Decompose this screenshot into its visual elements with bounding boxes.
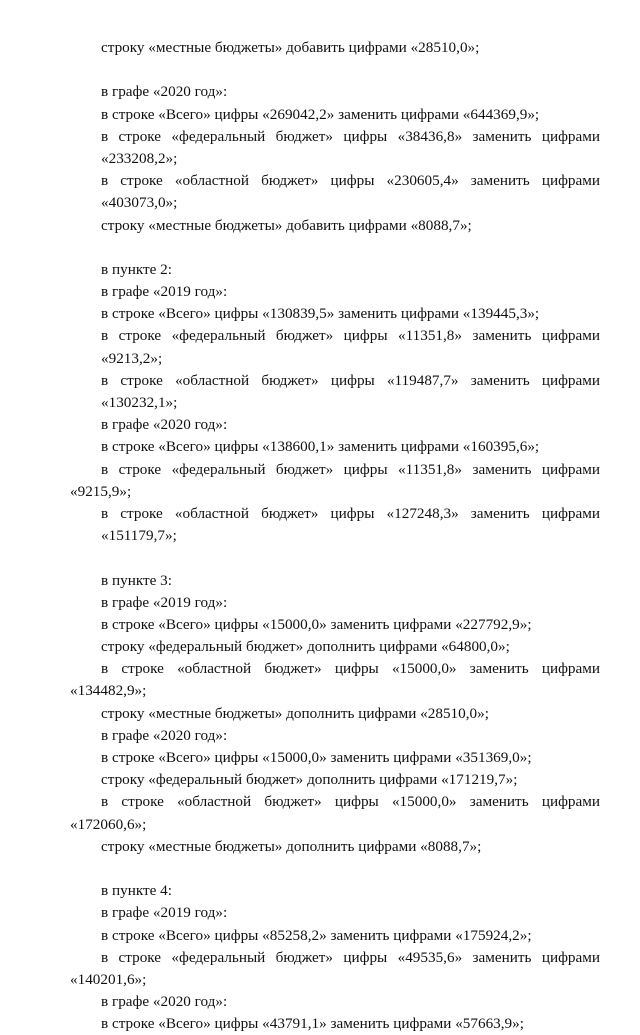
text-line: в графе «2019 год»: xyxy=(101,904,228,922)
text-line: в строке «Всего» цифры «269042,2» заменить цифрами «644369,9»; xyxy=(101,105,540,123)
text-line: в строке «областной бюджет» цифры «15000,0» заменить цифрами xyxy=(101,660,600,678)
text-line: в строке «областной бюджет» цифры «15000,0» заменить цифрами xyxy=(101,793,600,811)
text-line: «403073,0»; xyxy=(101,194,178,212)
text-line: в графе «2019 год»: xyxy=(101,593,228,611)
text-line: в графе «2019 год»: xyxy=(101,283,228,301)
text-line: в строке «федеральный бюджет» цифры «11351,8» заменить цифрами xyxy=(101,327,600,345)
text-line: «130232,1»; xyxy=(101,394,178,411)
text-line: в строке «областной бюджет» цифры «119487,7» заменить цифрами xyxy=(101,371,600,389)
text-line: в строке «федеральный бюджет» цифры «38436,8» заменить цифрами xyxy=(101,127,600,145)
text-line: «9213,2»; xyxy=(101,349,163,367)
text-line: строку «местные бюджеты» добавить цифрами «8088,7»; xyxy=(101,216,472,234)
text-line: в строке «Всего» цифры «15000,0» заменить цифрами «351369,0»; xyxy=(101,749,532,766)
text-line: «9215,9»; xyxy=(70,482,132,500)
paragraph-gap xyxy=(70,858,600,880)
text-line: в строке «Всего» цифры «15000,0» заменить цифрами «227792,9»; xyxy=(101,615,532,633)
text-line: в пункте 2: xyxy=(101,260,172,278)
text-line: в строке «областной бюджет» цифры «230605,4» заменить цифрами xyxy=(101,172,600,190)
paragraph-gap xyxy=(70,237,600,259)
text-line: в графе «2020 год»: xyxy=(101,416,228,434)
text-line: в пункте 3: xyxy=(101,571,172,589)
text-line: в графе «2020 год»: xyxy=(101,993,228,1011)
text-line: в строке «Всего» цифры «138600,1» заменить цифрами «160395,6»; xyxy=(101,438,540,456)
text-line: «151179,7»; xyxy=(101,527,177,545)
paragraph-gap xyxy=(70,59,600,81)
text-line: строку «федеральный бюджет» дополнить цифрами «171219,7»; xyxy=(101,771,518,789)
text-line: в графе «2020 год»: xyxy=(101,83,228,101)
text-line: строку «федеральный бюджет» дополнить цифрами «64800,0»; xyxy=(101,638,510,656)
text-line: в строке «Всего» цифры «43791,1» заменить цифрами «57663,9»; xyxy=(101,1015,524,1033)
text-line: «140201,6»; xyxy=(70,970,147,988)
text-line: «172060,6»; xyxy=(70,815,147,833)
text-line: в строке «областной бюджет» цифры «127248,3» заменить цифрами xyxy=(101,504,600,522)
paragraph-gap xyxy=(70,547,600,569)
text-line: строку «местные бюджеты» добавить цифрами «28510,0»; xyxy=(101,39,480,56)
text-line: строку «местные бюджеты» дополнить цифрами «28510,0»; xyxy=(101,704,489,722)
text-line: «233208,2»; xyxy=(101,149,178,167)
text-line: в строке «федеральный бюджет» цифры «49535,6» заменить цифрами xyxy=(101,948,600,966)
text-line: в строке «Всего» цифры «130839,5» заменить цифрами «139445,3»; xyxy=(101,305,540,323)
text-line: в пункте 4: xyxy=(101,882,172,900)
text-line: в строке «федеральный бюджет» цифры «11351,8» заменить цифрами xyxy=(101,460,600,478)
text-line: в строке «Всего» цифры «85258,2» заменить цифрами «175924,2»; xyxy=(101,926,532,944)
document-page xyxy=(70,37,600,1035)
text-line: «134482,9»; xyxy=(70,682,147,700)
text-line: в графе «2020 год»: xyxy=(101,726,228,744)
text-line: строку «местные бюджеты» дополнить цифрами «8088,7»; xyxy=(101,837,482,855)
